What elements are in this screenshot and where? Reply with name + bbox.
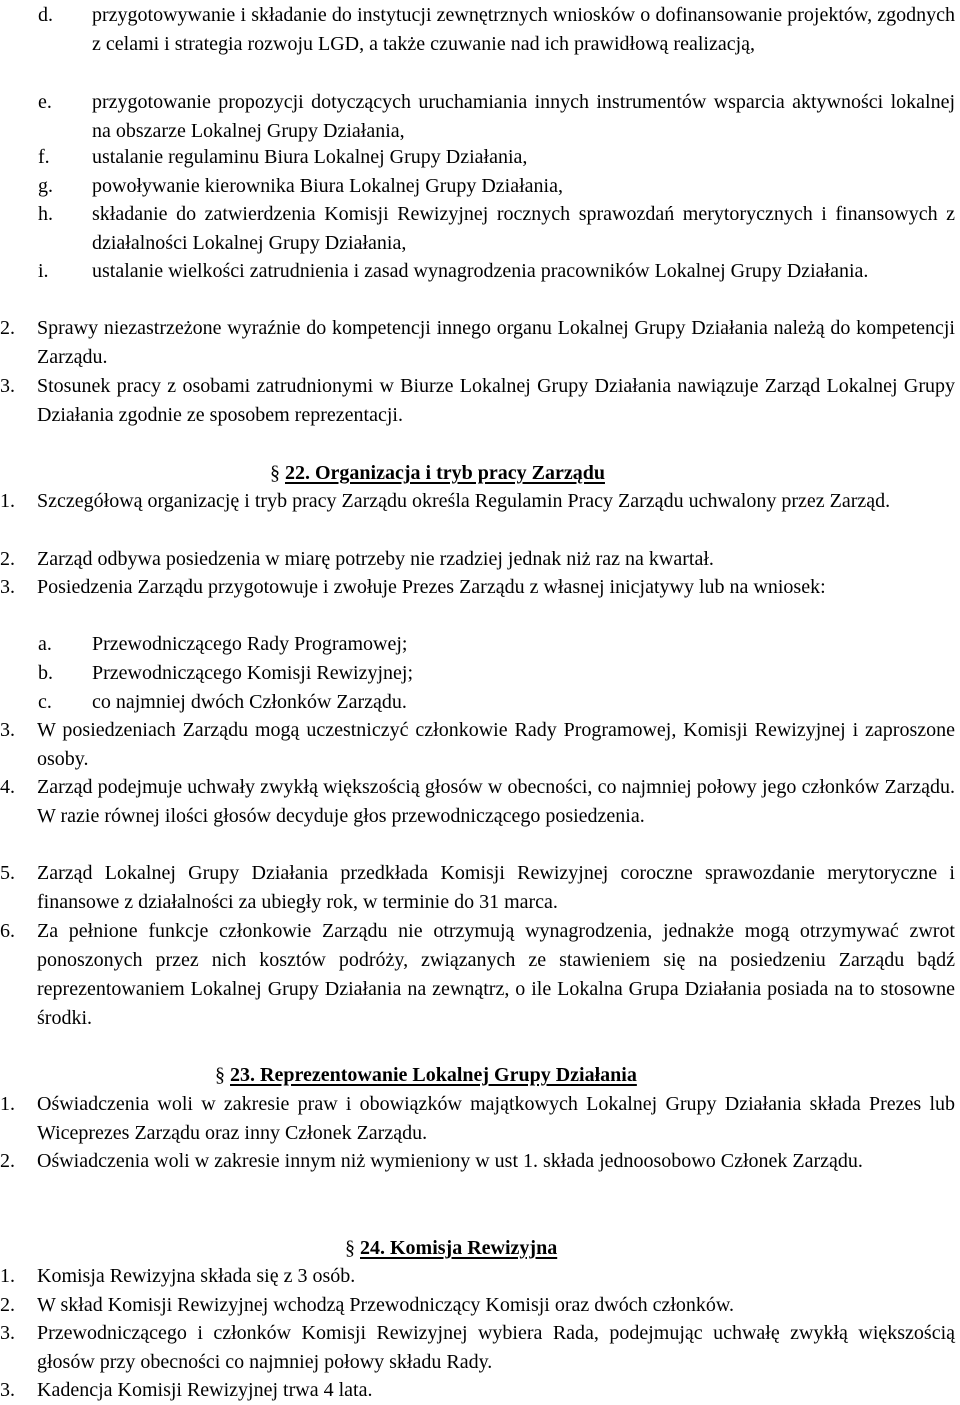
list-item [0, 257, 955, 286]
section-heading [215, 1061, 637, 1090]
point-number: 6. [0, 920, 15, 942]
numbered-point [0, 545, 955, 574]
list-marker: c. [38, 691, 52, 713]
section-heading [270, 459, 605, 488]
numbered-point [0, 773, 955, 831]
point-text: Oświadczenia woli w zakresie praw i obowiązków majątkowych Lokalnej Grupy Działania składa Prezes lub Wiceprezes Zarządu oraz inny Członek Zarządu. [37, 1093, 955, 1144]
point-number: 1. [0, 490, 15, 512]
point-text: Sprawy niezastrzeżone wyraźnie do kompetencji innego organu Lokalnej Grupy Działania należą do kompetencji Zarządu. [37, 317, 955, 368]
list-item [0, 688, 955, 717]
paragraph-sign: § [270, 462, 280, 484]
list-item [0, 172, 955, 201]
list-marker: e. [38, 91, 52, 113]
section-heading [345, 1234, 557, 1263]
numbered-point [0, 372, 955, 430]
point-number: 3. [0, 1322, 15, 1344]
list-item-text: składanie do zatwierdzenia Komisji Rewizyjnej rocznych sprawozdań merytorycznych i finansowych z działalności Lokalnej Grupy Działania, [92, 203, 955, 254]
point-text: Posiedzenia Zarządu przygotowuje i zwołuje Prezes Zarządu z własnej inicjatywy lub na wniosek: [37, 576, 826, 598]
numbered-point [0, 716, 955, 774]
point-number: 1. [0, 1265, 15, 1287]
point-text: Zarząd Lokalnej Grupy Działania przedkłada Komisji Rewizyjnej coroczne sprawozdanie merytoryczne i finansowe z działalności za ubiegły rok, w terminie do 31 marca. [37, 862, 955, 913]
point-text: Przewodniczącego i członków Komisji Rewizyjnej wybiera Rada, podejmując uchwałę zwykłą większością głosów przy obecności co najmniej połowy składu Rady. [37, 1322, 955, 1373]
list-item-text: co najmniej dwóch Członków Zarządu. [92, 691, 407, 713]
numbered-point [0, 859, 955, 917]
point-number: 3. [0, 719, 15, 741]
list-item [0, 630, 955, 659]
list-marker: d. [38, 4, 53, 26]
list-marker: f. [38, 146, 50, 168]
numbered-point [0, 1147, 955, 1176]
point-text: Zarząd podejmuje uchwały zwykłą większością głosów w obecności, co najmniej połowy jego członków Zarządu. W razie równej ilości głosów decyduje głos przewodniczącego posiedzenia. [37, 776, 955, 827]
numbered-point [0, 314, 955, 372]
point-number: 5. [0, 862, 15, 884]
numbered-point [0, 487, 955, 516]
point-number: 1. [0, 1093, 15, 1115]
section-title: 22. Organizacja i tryb pracy Zarządu [285, 462, 605, 484]
point-number: 4. [0, 776, 15, 798]
point-text: Za pełnione funkcje członkowie Zarządu nie otrzymują wynagrodzenia, jednakże mogą otrzymywać zwrot ponoszonych przez nich kosztów podróży, związanych ze stawieniem się na posiedzeniu Zarządu bądź reprezentowaniem Lokalnej Grupy Działania na zewnątrz, o ile Lokalna Grupa Działania posiada na to stosowne środki. [37, 920, 955, 1029]
point-number: 2. [0, 1150, 15, 1172]
list-item-text: Przewodniczącego Komisji Rewizyjnej; [92, 662, 414, 684]
point-text: Oświadczenia woli w zakresie innym niż wymieniony w ust 1. składa jednoosobowo Członek Zarządu. [37, 1150, 863, 1172]
point-number: 3. [0, 576, 15, 598]
list-marker: i. [38, 260, 49, 282]
list-item-text: przygotowanie propozycji dotyczących uruchamiania innych instrumentów wsparcia aktywności lokalnej na obszarze Lokalnej Grupy Działania, [92, 91, 955, 142]
list-marker: a. [38, 633, 52, 655]
list-item [0, 88, 955, 146]
numbered-point [0, 1090, 955, 1148]
numbered-point [0, 1262, 955, 1291]
section-title: 24. Komisja Rewizyjna [360, 1237, 558, 1259]
list-item [0, 200, 955, 258]
numbered-point [0, 573, 955, 602]
point-text: Zarząd odbywa posiedzenia w miarę potrzeby nie rzadziej jednak niż raz na kwartał. [37, 548, 714, 570]
point-text: Szczegółową organizację i tryb pracy Zarządu określa Regulamin Pracy Zarządu uchwalony przez Zarząd. [37, 490, 891, 512]
section-title: 23. Reprezentowanie Lokalnej Grupy Działania [230, 1064, 637, 1086]
point-text: W skład Komisji Rewizyjnej wchodzą Przewodniczący Komisji oraz dwóch członków. [37, 1294, 735, 1316]
list-item [0, 1, 955, 59]
point-number: 2. [0, 317, 15, 339]
point-text: Stosunek pracy z osobami zatrudnionymi w Biurze Lokalnej Grupy Działania nawiązuje Zarząd Lokalnej Grupy Działania zgodnie ze sposobem reprezentacji. [37, 375, 955, 426]
paragraph-sign: § [215, 1064, 225, 1086]
list-item-text: ustalanie wielkości zatrudnienia i zasad wynagrodzenia pracowników Lokalnej Grupy Działania. [92, 260, 869, 282]
numbered-point [0, 917, 955, 1033]
list-item-text: Przewodniczącego Rady Programowej; [92, 633, 408, 655]
point-text: Komisja Rewizyjna składa się z 3 osób. [37, 1265, 356, 1287]
paragraph-sign: § [345, 1237, 355, 1259]
list-marker: b. [38, 662, 53, 684]
list-marker: h. [38, 203, 53, 225]
numbered-point [0, 1319, 955, 1377]
list-item [0, 659, 955, 688]
point-number: 3. [0, 1379, 15, 1401]
point-number: 2. [0, 548, 15, 570]
numbered-point [0, 1376, 955, 1405]
point-number: 2. [0, 1294, 15, 1316]
point-text: Kadencja Komisji Rewizyjnej trwa 4 lata. [37, 1379, 373, 1401]
list-item-text: powoływanie kierownika Biura Lokalnej Grupy Działania, [92, 175, 563, 197]
numbered-point [0, 1291, 955, 1320]
list-item [0, 143, 955, 172]
list-item-text: przygotowywanie i składanie do instytucji zewnętrznych wniosków o dofinansowanie projektów, zgodnych z celami i strategia rozwoju LGD, a także czuwanie nad ich prawidłową realizacją, [92, 4, 955, 55]
point-text: W posiedzeniach Zarządu mogą uczestniczyć członkowie Rady Programowej, Komisji Rewizyjnej i zaproszone osoby. [37, 719, 955, 770]
list-item-text: ustalanie regulaminu Biura Lokalnej Grupy Działania, [92, 146, 528, 168]
list-marker: g. [38, 175, 53, 197]
point-number: 3. [0, 375, 15, 397]
